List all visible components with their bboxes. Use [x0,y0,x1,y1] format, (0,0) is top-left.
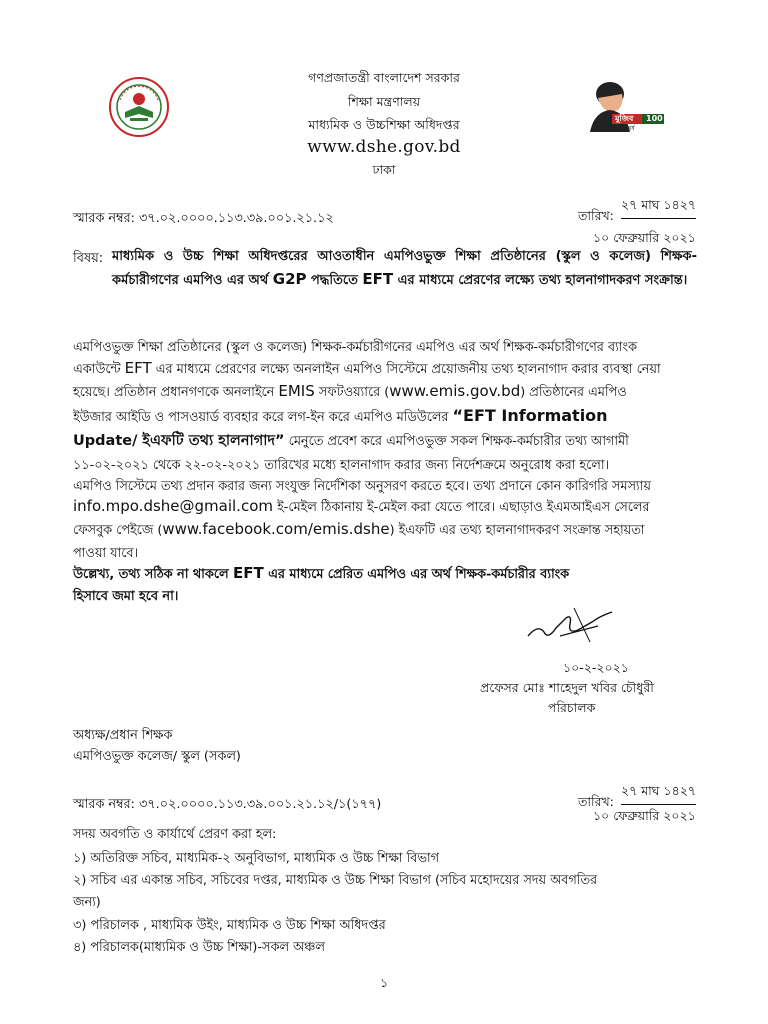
date-bangla-2: ২৭ মাঘ ১৪২৭ [621,783,696,805]
gov-title: গণপ্রজাতন্ত্রী বাংলাদেশ সরকার [308,70,460,85]
body-line: ১১-০২-২০২১ থেকে ২২-০২-২০২১ তারিখের মধ্যে হালনাগাদ করার জন্য নির্দেশক্রমে অনুরোধ করা হলো। [73,458,610,473]
copy-item: ২) সচিব এর একান্ত সচিব, সচিবের দপ্তর, মাধ্যমিক ও উচ্চ শিক্ষা বিভাগ (সচিব মহোদয়ের সদয় অবগতির [73,873,598,888]
body-line: পাওয়া যাবে। [73,546,139,561]
logo-sub: বর্ষ [628,125,635,132]
subject-label: বিষয়: [73,251,104,266]
body-line: info.mpo.dshe@gmail.com ই-মেইল ঠিকানায় ই-মেইল করা যেতে পারে। এছাড়াও ইএমআইএস সেলের [73,497,650,515]
copy-intro: সদয় অবগতি ও কার্যার্থে প্রেরণ করা হল: [73,827,277,842]
copy-item: ৩) পরিচালক , মাধ্যমিক উইং, মাধ্যমিক ও উচ্চ শিক্ষা অধিদপ্তর [73,918,386,933]
copy-item-cont: জন্য) [73,895,101,910]
subject-text: মাধ্যমিক ও উচ্চ শিক্ষা অধিদপ্তরের আওতাধীন এমপিওভুক্ত শিক্ষা প্রতিষ্ঠানের (স্কুল ও কলেজ) শিক্ষক-কর্মচারীগণের এমপিও এর অর্থ G2P পদ্ধতিতে EFT এর মাধ্যমে প্রেরণের লক্ষ্যে তথ্য হালনাগাদকরণ সংক্রান্ত। [112,249,697,288]
signatory-title: পরিচালক [548,700,596,715]
page-number: ১ [380,975,389,990]
emis-link[interactable]: www.emis.gov.bd [389,382,521,400]
copy-item: ৪) পরিচালক(মাধ্যমিক ও উচ্চ শিক্ষা)-সকল অঞ্চল [73,940,325,955]
body-line: একাউন্টে EFT এর মাধ্যমে প্রেরণের লক্ষ্যে অনলাইন এমপিও সিস্টেমে প্রয়োজনীয় তথ্য হালনাগাদ করার ব্যবস্থা নেয়া [73,359,661,377]
facebook-link[interactable]: www.facebook.com/emis.dshe [162,520,390,538]
signatory-name: প্রফেসর মোঃ শাহেদুল খবির চৌধুরী [480,680,654,695]
copy-item: ১) অতিরিক্ত সচিব, মাধ্যমিক-২ অনুবিভাগ, মাধ্যমিক ও উচ্চ শিক্ষা বিভাগ [73,851,439,866]
email-link[interactable]: info.mpo.dshe@gmail.com [73,497,273,515]
date-english: ১০ ফেব্রুয়ারি ২০২১ [593,230,696,245]
warning-line: উল্লেখ্য, তথ্য সঠিক না থাকলে EFT এর মাধ্যমে প্রেরিত এমপিও এর অর্থ শিক্ষক-কর্মচারীর ব্যাংক [73,564,570,582]
city-name: ঢাকা [372,162,396,177]
date-english-2: ১০ ফেব্রুয়ারি ২০২১ [593,808,696,823]
body-line: ফেসবুক পেইজে (www.facebook.com/emis.dshe) ইএফটি এর তথ্য হালনাগাদকরণ সংক্রান্ত সহায়তা [73,520,645,538]
directorate-name: মাধ্যমিক ও উচ্চশিক্ষা অধিদপ্তর [308,117,460,132]
body-line: এমপিও সিস্টেমে তথ্য প্রদান করার জন্য সংযুক্ত নির্দেশিকা অনুসরণ করতে হবে। তথ্য প্রদানে কোন কারিগরি সমস্যায় [73,479,651,494]
warning-line: হিসাবে জমা হবে না। [73,589,179,604]
date-bangla: ২৭ মাঘ ১৪২৭ [621,197,696,219]
logo-text: মুজিব [615,114,634,123]
recipient-institution: এমপিওভুক্ত কলেজ/ স্কুল (সকল) [73,749,241,764]
date-label: তারিখ: [578,208,614,223]
date-label-2: তারিখ: [578,794,614,809]
memo-reference-2: স্মারক নম্বর: ৩৭.০২.০০০০.১১৩.৩৯.০০১.২১.১২/১(১৭৭) [73,797,382,812]
body-line: এমপিওভুক্ত শিক্ষা প্রতিষ্ঠানের (স্কুল ও কলেজ) শিক্ষক-কর্মচারীগনের এমপিও এর অর্থ শিক্ষক-কর্মচারীগণের ব্যাংক [73,340,637,355]
body-line: ইউজার আইডি ও পাসওয়ার্ড ব্যবহার করে লগ-ইন করে এমপিও মডিউলের “EFT Information [73,406,608,425]
recipient-title: অধ্যক্ষ/প্রধান শিক্ষক [73,728,173,743]
body-line: হয়েছে। প্রতিষ্ঠান প্রধানগণকে অনলাইনে EMIS সফটওয়্যারে (www.emis.gov.bd) প্রতিষ্ঠানের এমপিও [73,382,627,400]
memo-reference: স্মারক নম্বর: ৩৭.০২.০০০০.১১৩.৩৯.০০১.২১.১২ [73,211,334,226]
body-line: Update/ ইএফটি তথ্য হালনাগাদ” মেনুতে প্রবেশ করে এমপিওভুক্ত সকল শিক্ষক-কর্মচারীর তথ্য আগামী [73,433,629,449]
signature-date: ১০-২-২০২১ [563,660,629,675]
website-link[interactable]: www.dshe.gov.bd [307,137,461,157]
logo-number: 100 [646,114,663,123]
ministry-name: শিক্ষা মন্ত্রণালয় [347,94,421,109]
signature-image [520,602,620,650]
